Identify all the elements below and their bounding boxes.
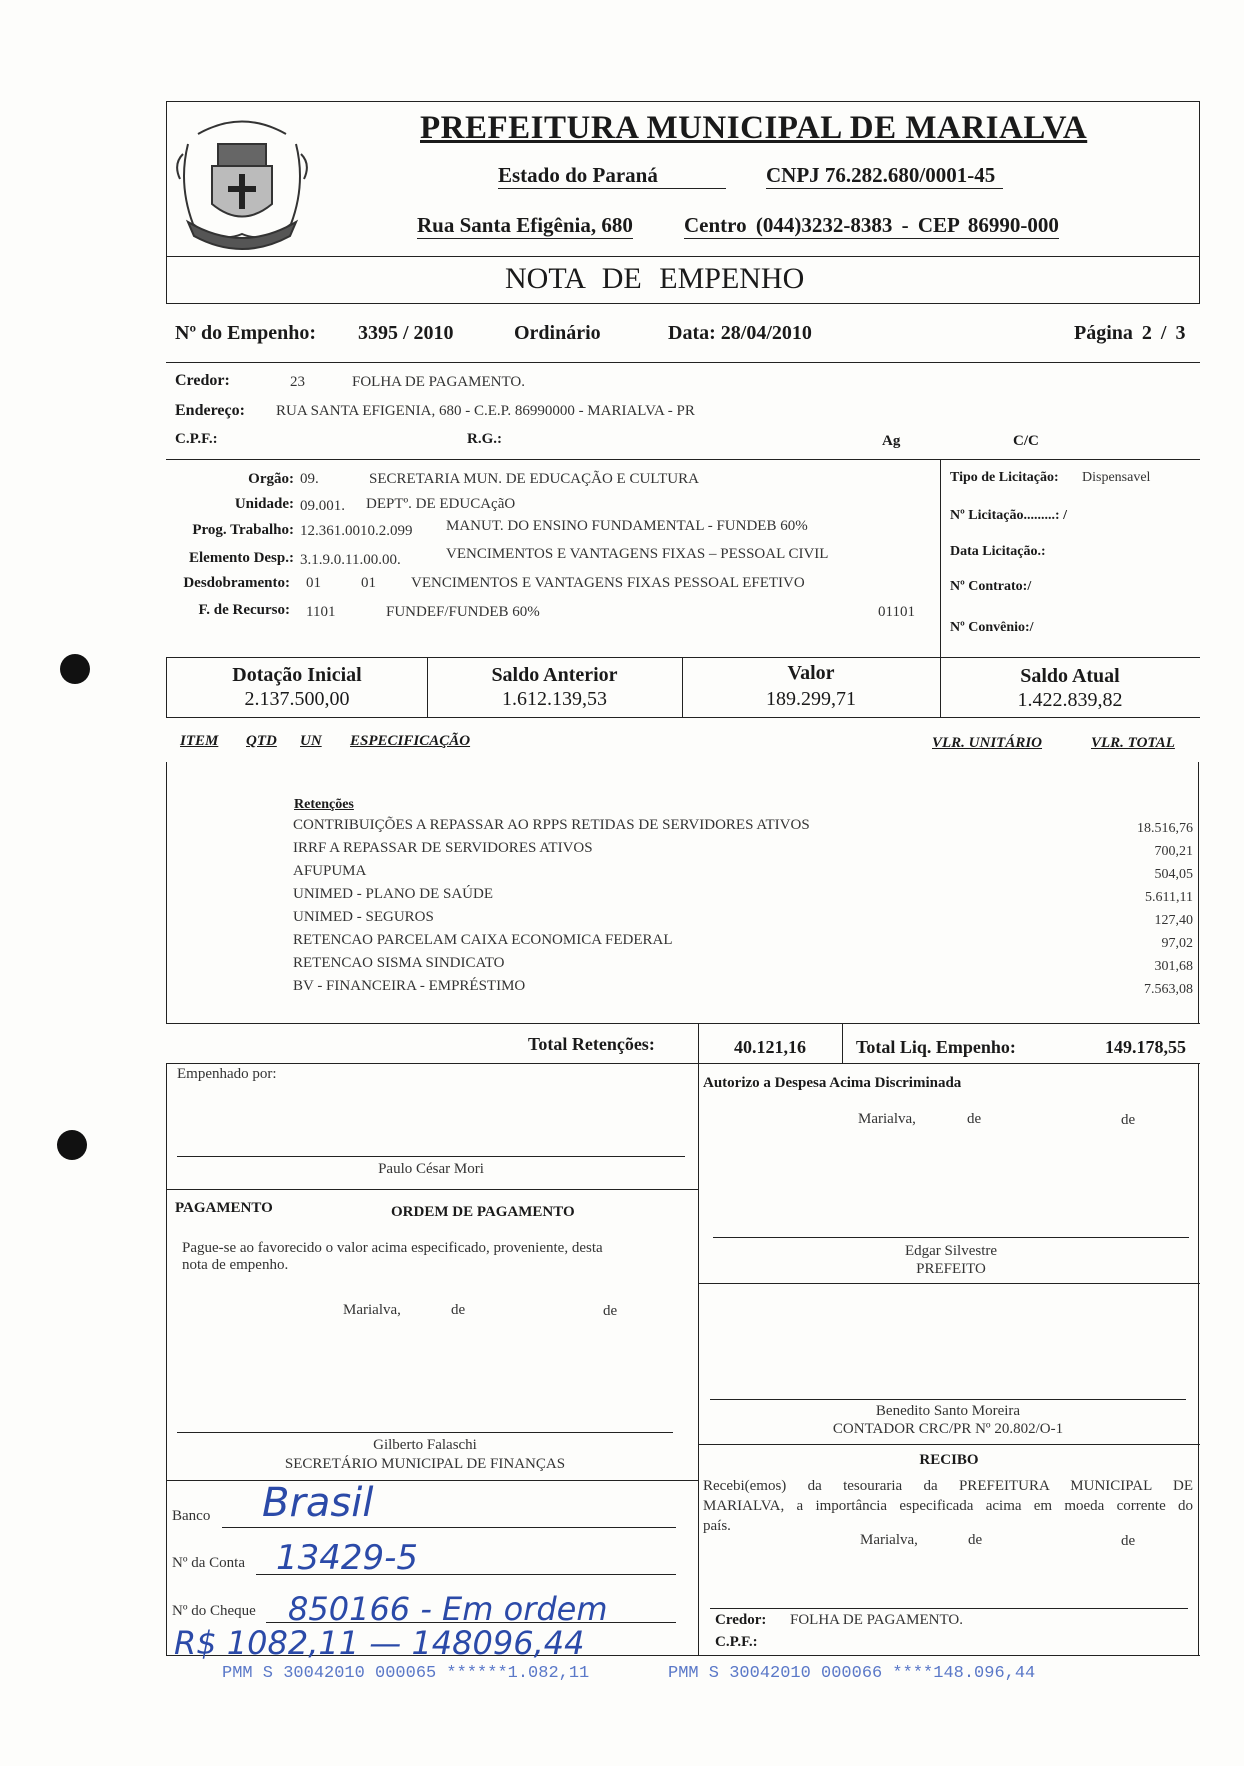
valor-label: Valor: [787, 662, 835, 684]
retencao-description: UNIMED - PLANO DE SAÚDE: [293, 886, 493, 902]
address-label: Centro (044)3232-8383 - CEP 86990-000: [684, 213, 1059, 237]
numero-licitacao: Nº Licitação.........: /: [950, 508, 1067, 523]
contador-name: Benedito Santo Moreira: [875, 1403, 1021, 1419]
cc-label: C/C: [1013, 433, 1039, 449]
dotacao-label: Dotação Inicial: [232, 664, 362, 686]
ag-label: Ag: [882, 433, 901, 449]
secretario-role: SECRETÁRIO MUNICIPAL DE FINANÇAS: [284, 1456, 566, 1472]
recibo-text3: país.: [703, 1518, 731, 1534]
especificacao-header: ESPECIFICAÇÃO: [350, 733, 471, 749]
saldo-atual-label: Saldo Atual: [1020, 665, 1120, 687]
page-number: Página 2 / 3: [1074, 322, 1186, 344]
recibo-place: Marialva,: [860, 1532, 918, 1548]
qtd-header: QTD: [246, 733, 277, 749]
retencao-value: 301,68: [1154, 959, 1193, 974]
pagamento-place: Marialva,: [343, 1302, 401, 1318]
retencao-row: [293, 815, 1193, 838]
secretario-name: Gilberto Falaschi: [373, 1437, 477, 1453]
unit-value-header: VLR. UNITÁRIO: [932, 735, 1043, 751]
data-licitacao: Data Licitação.:: [950, 544, 1046, 559]
total-value-header: VLR. TOTAL: [1091, 735, 1175, 751]
banco-handwritten: Brasil: [262, 1480, 374, 1526]
page-title: PREFEITURA MUNICIPAL DE MARIALVA: [420, 110, 1088, 146]
saldo-anterior-value: 1.612.139,53: [502, 688, 607, 710]
pagamento-text2: nota de empenho.: [182, 1257, 289, 1273]
cnpj-label: CNPJ 76.282.680/0001-45: [766, 163, 1003, 189]
total-retencoes-label: Total Retenções:: [528, 1034, 655, 1054]
retencao-value: 127,40: [1154, 913, 1193, 928]
retencao-row: [293, 953, 1193, 976]
saldo-anterior-label: Saldo Anterior: [491, 664, 618, 686]
autorizo-place: Marialva,: [858, 1111, 916, 1127]
state-label: Estado do Paraná: [498, 163, 726, 189]
item-header: ITEM: [180, 733, 219, 749]
pagamento-label: PAGAMENTO: [175, 1200, 273, 1216]
rg-label: R.G.:: [467, 431, 502, 447]
retencao-value: 18.516,76: [1137, 821, 1193, 836]
retencao-description: CONTRIBUIÇÕES A REPASSAR AO RPPS RETIDAS DE SERVIDORES ATIVOS: [293, 817, 810, 833]
autorizo-de1: de: [967, 1111, 982, 1127]
recibo-title: RECIBO: [919, 1452, 979, 1468]
saldo-atual-value: 1.422.839,82: [1017, 689, 1123, 711]
punch-hole: [60, 654, 90, 684]
recibo-credor-value: FOLHA DE PAGAMENTO.: [790, 1612, 963, 1628]
street-label: Rua Santa Efigênia, 680: [417, 213, 633, 237]
conta-label: Nº da Conta: [172, 1555, 245, 1571]
total-retencoes-value: 40.121,16: [734, 1037, 806, 1057]
total-liquido-value: 149.178,55: [1105, 1037, 1186, 1057]
retencao-description: RETENCAO PARCELAM CAIXA ECONOMICA FEDERAL: [293, 932, 673, 948]
credor-label: Credor:: [175, 372, 230, 389]
elemento-label: Elemento Desp.:: [189, 550, 294, 566]
ordem-pagamento-label: ORDEM DE PAGAMENTO: [391, 1204, 575, 1220]
recurso-value: FUNDEF/FUNDEB 60%: [386, 604, 540, 620]
endereco-label: Endereço:: [175, 402, 245, 419]
retencao-description: BV - FINANCEIRA - EMPRÉSTIMO: [293, 978, 526, 994]
banco-label: Banco: [172, 1508, 211, 1524]
empenho-type: Ordinário: [514, 322, 601, 344]
prefeito-role: PREFEITO: [916, 1261, 986, 1277]
recibo-de1: de: [968, 1532, 983, 1548]
conta-handwritten: 13429-5: [276, 1538, 419, 1578]
pagamento-de1: de: [451, 1302, 466, 1318]
recibo-de2: de: [1121, 1533, 1136, 1549]
unidade-label: Unidade:: [234, 496, 294, 512]
retencao-value: 97,02: [1161, 936, 1193, 951]
retencoes-title: Retenções: [294, 797, 354, 812]
autorizo-de2: de: [1121, 1112, 1136, 1128]
cheque-handwritten: 850166 - Em ordem: [288, 1590, 608, 1628]
orgao-label: Orgão:: [248, 471, 294, 487]
retencao-description: RETENCAO SISMA SINDICATO: [293, 955, 505, 971]
document-title: NOTA DE EMPENHO: [505, 262, 805, 295]
prog-value: MANUT. DO ENSINO FUNDAMENTAL - FUNDEB 60%: [446, 518, 808, 534]
autorizo-label: Autorizo a Despesa Acima Discriminada: [703, 1075, 962, 1091]
recibo-text1: Recebi(emos) da tesouraria da PREFEITURA MUNICIPAL DE: [703, 1478, 1193, 1494]
recurso-label: F. de Recurso:: [198, 602, 290, 618]
retencao-row: [293, 976, 1193, 999]
total-liquido-label: Total Liq. Empenho:: [856, 1037, 1016, 1057]
prog-code: 12.361.0010.2.099: [300, 523, 413, 539]
orgao-code: 09.: [300, 471, 319, 487]
retencao-description: IRRF A REPASSAR DE SERVIDORES ATIVOS: [293, 840, 593, 856]
desdobramento-code2: 01: [361, 575, 376, 591]
credor-name: FOLHA DE PAGAMENTO.: [352, 374, 525, 390]
empenhado-signatory: Paulo César Mori: [378, 1161, 484, 1177]
endereco-value: RUA SANTA EFIGENIA, 680 - C.E.P. 86990000 - MARIALVA - PR: [276, 403, 695, 419]
recurso-code2: 01101: [878, 604, 915, 620]
stamp-1: PMM S 30042010 000065 ******1.082,11: [222, 1664, 590, 1683]
retencao-value: 7.563,08: [1144, 982, 1193, 997]
retencao-row: [293, 930, 1193, 953]
empenho-value: 3395 / 2010: [358, 322, 454, 344]
recibo-text2: MARIALVA, a importância especificada acima em moeda corrente do: [703, 1498, 1193, 1514]
unidade-code: 09.001.: [300, 498, 345, 514]
recibo-cpf-label: C.P.F.:: [715, 1634, 758, 1650]
unidade-value: DEPTº. DE EDUCAçãO: [366, 496, 516, 512]
pagamento-de2: de: [603, 1303, 618, 1319]
elemento-code: 3.1.9.0.11.00.00.: [300, 552, 401, 568]
desdobramento-value: VENCIMENTOS E VANTAGENS FIXAS PESSOAL EFETIVO: [411, 575, 805, 591]
recurso-code: 1101: [306, 604, 336, 620]
empenhado-label: Empenhado por:: [177, 1066, 277, 1082]
desdobramento-code1: 01: [306, 575, 321, 591]
retencao-row: [293, 861, 1193, 884]
retencao-row: [293, 907, 1193, 930]
retencao-value: 700,21: [1154, 844, 1193, 859]
retencao-description: AFUPUMA: [293, 863, 367, 879]
recibo-credor-label: Credor:: [715, 1612, 767, 1628]
cpf-label: C.P.F.:: [175, 431, 218, 447]
tipo-licitacao-value: Dispensavel: [1082, 470, 1151, 485]
coat-of-arms-icon: [168, 104, 316, 254]
retencao-description: UNIMED - SEGUROS: [293, 909, 434, 925]
empenho-label: Nº do Empenho:: [175, 322, 317, 344]
punch-hole: [57, 1130, 87, 1160]
elemento-value: VENCIMENTOS E VANTAGENS FIXAS – PESSOAL CIVIL: [446, 546, 829, 562]
dotacao-value: 2.137.500,00: [244, 688, 350, 710]
prefeito-name: Edgar Silvestre: [904, 1243, 998, 1259]
numero-contrato: Nº Contrato:/: [950, 579, 1032, 594]
pagamento-text1: Pague-se ao favorecido o valor acima especificado, proveniente, desta: [182, 1240, 603, 1256]
stamp-2: PMM S 30042010 000066 ****148.096,44: [668, 1664, 1036, 1683]
un-header: UN: [300, 733, 322, 749]
numero-convenio: Nº Convênio:/: [950, 620, 1034, 635]
retencoes-list: [293, 815, 1193, 999]
empenho-date: Data: 28/04/2010: [668, 322, 812, 344]
valor-value: 189.299,71: [766, 688, 856, 710]
retencao-value: 5.611,11: [1145, 890, 1193, 905]
retencao-row: [293, 884, 1193, 907]
tipo-licitacao-label: Tipo de Licitação:: [950, 470, 1059, 485]
desdobramento-label: Desdobramento:: [183, 575, 290, 591]
credor-code: 23: [290, 374, 305, 390]
amounts-handwritten: R$ 1082,11 — 148096,44: [174, 1624, 585, 1662]
contador-role: CONTADOR CRC/PR Nº 20.802/O-1: [832, 1421, 1064, 1437]
orgao-value: SECRETARIA MUN. DE EDUCAÇÃO E CULTURA: [369, 471, 699, 487]
prog-label: Prog. Trabalho:: [192, 522, 294, 538]
retencao-row: [293, 838, 1193, 861]
cheque-label: Nº do Cheque: [172, 1603, 256, 1619]
retencao-value: 504,05: [1154, 867, 1193, 882]
